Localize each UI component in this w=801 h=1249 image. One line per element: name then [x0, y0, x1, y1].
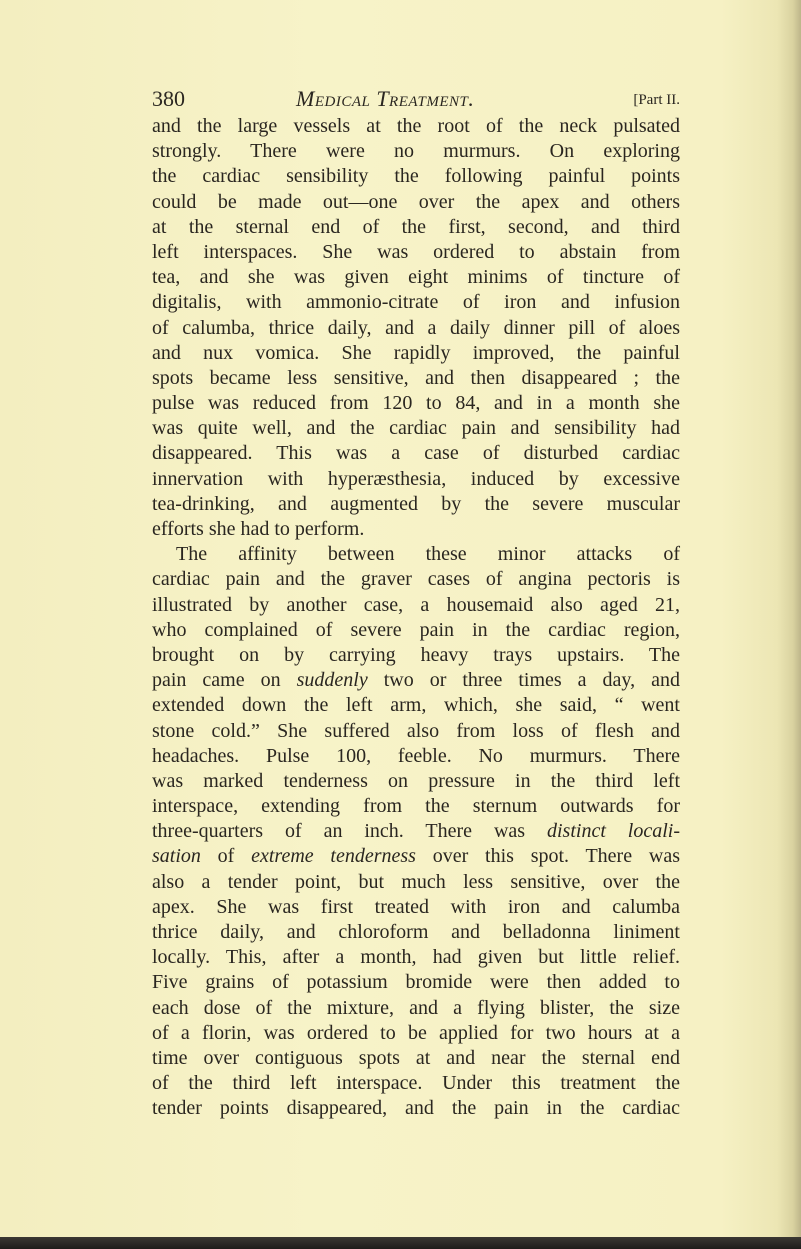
text-line	[152, 618, 680, 643]
text-segment: Five grains of potassium bromide were then added to	[152, 971, 680, 994]
text-line	[152, 190, 680, 215]
text-line	[152, 844, 680, 869]
page-bottom-edge	[0, 1237, 801, 1249]
text-segment: of calumba, thrice daily, and a daily dinner pill of aloes	[152, 316, 680, 339]
text-segment: illustrated by another case, a housemaid also aged 21,	[152, 593, 680, 616]
text-segment: also a tender point, but much less sensitive, over the	[152, 870, 680, 893]
text-line	[152, 517, 680, 542]
text-line	[152, 441, 680, 466]
text-segment: disappeared. This was a case of disturbed cardiac	[152, 442, 680, 465]
text-line	[152, 769, 680, 794]
running-header	[152, 86, 680, 116]
text-segment: apex. She was first treated with iron and calumba	[152, 895, 680, 918]
text-segment: efforts she had to perform.	[152, 518, 365, 540]
text-line	[152, 996, 680, 1021]
text-line	[152, 1021, 680, 1046]
text-segment: was quite well, and the cardiac pain and sensibility had	[152, 417, 680, 440]
text-line	[152, 215, 680, 240]
text-segment: pain came on	[152, 669, 297, 692]
text-line	[152, 794, 680, 819]
text-segment: who complained of severe pain in the cardiac region,	[152, 618, 680, 641]
text-line	[152, 139, 680, 164]
text-line	[152, 970, 680, 995]
text-segment: pulse was reduced from 120 to 84, and in a month she	[152, 392, 680, 415]
text-segment: was marked tenderness on pressure in the third left	[152, 769, 680, 792]
text-segment: tender points disappeared, and the pain in the cardiac	[152, 1097, 680, 1120]
text-line	[152, 920, 680, 945]
text-segment: and nux vomica. She rapidly improved, the painful	[152, 341, 680, 364]
text-segment: extended down the left arm, which, she said, “ went	[152, 694, 680, 717]
text-segment: could be made out—one over the apex and others	[152, 190, 680, 213]
text-line	[152, 290, 680, 315]
text-segment: headaches. Pulse 100, feeble. No murmurs. There	[152, 744, 680, 767]
text-line	[152, 668, 680, 693]
text-line	[152, 643, 680, 668]
text-line	[152, 895, 680, 920]
text-line	[152, 1046, 680, 1071]
text-segment: of the third left interspace. Under this treatment the	[152, 1072, 680, 1095]
italic-text: suddenly	[296, 669, 368, 692]
text-segment: The affinity between these minor attacks of	[176, 543, 680, 566]
text-segment: locally. This, after a month, had given but little relief.	[152, 946, 680, 969]
text-segment: spots became less sensitive, and then disappeared ; the	[152, 366, 680, 389]
text-line	[152, 391, 680, 416]
text-line	[152, 316, 680, 341]
text-line	[152, 693, 680, 718]
part-label: [Part II.	[633, 92, 680, 108]
text-segment: stone cold.” She suffered also from loss of flesh and	[152, 719, 680, 742]
text-segment: two or three times a day, and	[367, 669, 681, 692]
text-segment: each dose of the mixture, and a flying blister, the size	[152, 996, 680, 1019]
text-segment: innervation with hyperæsthesia, induced by excessive	[152, 467, 680, 490]
italic-text: extreme tenderness	[251, 845, 416, 868]
text-segment: digitalis, with ammonio-citrate of iron and infusion	[152, 291, 680, 314]
text-line	[152, 744, 680, 769]
italic-text: distinct locali-	[546, 820, 681, 843]
text-line	[152, 945, 680, 970]
text-segment: three-quarters of an inch. There was	[152, 820, 547, 843]
text-segment: at the sternal end of the first, second, and third	[152, 215, 680, 238]
text-line	[152, 870, 680, 895]
text-line	[152, 467, 680, 492]
text-line	[152, 341, 680, 366]
text-line	[152, 1071, 680, 1096]
text-line	[152, 265, 680, 290]
text-line	[152, 542, 680, 567]
text-segment: time over contiguous spots at and near the sternal end	[152, 1046, 680, 1069]
text-segment: strongly. There were no murmurs. On exploring	[152, 140, 680, 163]
text-line	[152, 240, 680, 265]
body-text	[152, 114, 680, 1122]
italic-text: sation	[152, 845, 201, 868]
text-segment: over this spot. There was	[415, 845, 680, 868]
text-segment: the cardiac sensibility the following painful points	[152, 165, 680, 188]
text-line	[152, 567, 680, 592]
text-segment: interspace, extending from the sternum outwards for	[152, 795, 680, 818]
running-title: Medical Treatment.	[296, 86, 475, 111]
text-line	[152, 114, 680, 139]
text-line	[152, 164, 680, 189]
text-line	[152, 819, 680, 844]
text-line	[152, 593, 680, 618]
text-line	[152, 1096, 680, 1121]
text-line	[152, 492, 680, 517]
text-segment: brought on by carrying heavy trays upstairs. The	[152, 643, 680, 666]
page-number: 380	[152, 86, 185, 111]
text-segment: tea-drinking, and augmented by the severe muscular	[152, 492, 680, 515]
text-segment: thrice daily, and chloroform and belladonna liniment	[152, 921, 680, 943]
text-line	[152, 366, 680, 391]
text-line	[152, 719, 680, 744]
text-segment: and the large vessels at the root of the neck pulsated	[152, 115, 680, 137]
text-segment: of a florin, was ordered to be applied for two hours at a	[152, 1021, 680, 1044]
text-segment: tea, and she was given eight minims of tincture of	[152, 266, 680, 289]
text-segment: cardiac pain and the graver cases of angina pectoris is	[152, 568, 680, 591]
text-segment: left interspaces. She was ordered to abstain from	[152, 240, 680, 263]
text-segment: of	[200, 845, 252, 868]
text-line	[152, 416, 680, 441]
